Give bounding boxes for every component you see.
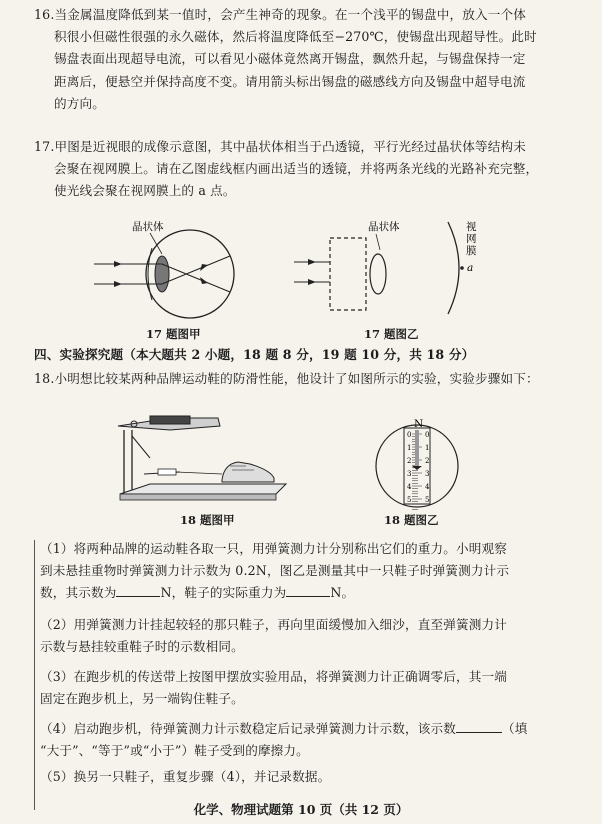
step5-line: （5）换另一只鞋子，重复步骤（4），并记录数据。 bbox=[40, 769, 331, 784]
answer-blank[interactable] bbox=[116, 582, 160, 597]
arrow-icon bbox=[200, 277, 208, 284]
dashed-lens-box bbox=[330, 238, 366, 310]
scale-tick-label: 3 bbox=[425, 470, 430, 478]
scale-tick-label: 3 bbox=[407, 470, 412, 478]
scale-tick-label: 2 bbox=[407, 457, 412, 465]
eye-diagram-yi bbox=[290, 216, 500, 316]
step-1 bbox=[40, 538, 574, 605]
eye-diagram-jia bbox=[90, 218, 250, 322]
arrow-icon bbox=[114, 261, 122, 267]
answer-blank[interactable] bbox=[286, 582, 330, 597]
spring-scale bbox=[158, 469, 176, 475]
q16-line: 的方向。 bbox=[54, 95, 105, 111]
step1-line: 到未悬挂重物时弹簧测力计示数为 0.2N，图乙是测量其中一只鞋子时弹簧测力计示 bbox=[40, 563, 510, 579]
page-footer: 化学、物理试题第 10 页（共 12 页） bbox=[193, 802, 409, 817]
question-16 bbox=[34, 4, 574, 115]
q16-line: 16.当金属温度降低到某一值时，会产生神奇的现象。在一个浅平的锡盘中，放入一个体 bbox=[34, 7, 526, 22]
section-title-text: 四、实验探究题（本大题共 2 小题，18 题 8 分，19 题 10 分，共 18 分） bbox=[34, 347, 475, 362]
step2-line: 示数与悬挂较重鞋子时的示数相同。 bbox=[40, 639, 244, 655]
crystalline-lens bbox=[370, 254, 386, 294]
retina-label: 视 网 膜 bbox=[466, 221, 477, 257]
display-screen bbox=[150, 416, 190, 424]
scale-tick-label: 4 bbox=[407, 483, 412, 491]
cornea bbox=[148, 248, 152, 300]
retina-curve bbox=[448, 222, 459, 314]
arrow-icon bbox=[114, 281, 122, 287]
lens-label: 晶状体 bbox=[132, 221, 164, 233]
step1-line: （1）将两种品牌的运动鞋各取一只，用弹簧测力计分别称出它们的重力。小明观察 bbox=[40, 541, 507, 556]
arrow-icon bbox=[200, 264, 208, 271]
caption-18-yi: 18 题图乙 bbox=[384, 513, 439, 527]
scale-tick-label: 2 bbox=[425, 457, 430, 465]
step4-text: （填 bbox=[501, 721, 528, 736]
section-4-title bbox=[34, 344, 574, 366]
q16-line: 积很小但磁性很强的永久磁体，然后将温度降低至−270℃，使锡盘出现超导性。此时 bbox=[54, 29, 537, 45]
step2-line: （2）用弹簧测力计挂起较轻的那只鞋子，再向里面缓慢加入细沙，直至弹簧测力计 bbox=[40, 617, 507, 632]
scale-hook-line bbox=[176, 472, 222, 474]
step-5 bbox=[40, 766, 574, 788]
question-17 bbox=[34, 136, 574, 203]
caption-18-jia: 18 题图甲 bbox=[180, 513, 235, 527]
answer-blank[interactable] bbox=[456, 718, 502, 733]
scale-tick-label: 0 bbox=[407, 431, 412, 439]
caption-17-jia: 17 题图甲 bbox=[146, 327, 201, 341]
scale-tick-label: 0 bbox=[425, 431, 430, 439]
step4-text: （4）启动跑步机，待弹簧测力计示数稳定后记录弹簧测力计示数，该示数 bbox=[40, 721, 456, 736]
scale-tick-label: 4 bbox=[425, 483, 430, 491]
step1-text: N。 bbox=[330, 585, 355, 601]
step1-text: 数，其示数为 bbox=[40, 585, 117, 601]
refracted-ray-upper bbox=[162, 264, 230, 292]
step3-line: 固定在跑步机上，另一端钩住鞋子。 bbox=[40, 691, 244, 707]
q16-line: 锡盘表面出现超导电流，可以看见小磁体竟然离开锡盘，飘然升起，与锡盘保持一定 bbox=[54, 51, 526, 67]
q17-line: 会聚在视网膜上。请在乙图虚线框内画出适当的透镜，并将两条光线的光路补充完整， bbox=[54, 161, 539, 177]
q17-line: 使光线会聚在视网膜上的 a 点。 bbox=[54, 183, 236, 199]
spring-indicator bbox=[415, 430, 419, 466]
q16-line: 距离后，便悬空并保持高度不变。请用箭头标出锡盘的磁感线方向及锡盘中超导电流 bbox=[54, 73, 526, 89]
step1-line bbox=[40, 582, 574, 604]
step4-line: “大于”、“等于”或“小于”）鞋子受到的摩擦力。 bbox=[40, 743, 309, 759]
step1-text: N，鞋子的实际重力为 bbox=[160, 585, 287, 601]
crystalline-lens bbox=[155, 256, 169, 292]
step-2 bbox=[40, 614, 574, 658]
treadmill-base bbox=[120, 494, 276, 500]
lens-pointer-line bbox=[376, 234, 380, 250]
caption-17-yi: 17 题图乙 bbox=[364, 327, 419, 341]
treadmill-belt bbox=[120, 484, 286, 494]
refracted-ray-lower bbox=[162, 256, 230, 284]
treadmill-diagram bbox=[110, 398, 300, 506]
handle-bar bbox=[132, 436, 150, 458]
step-3 bbox=[40, 666, 574, 710]
scale-unit-label: N bbox=[414, 418, 424, 430]
lens-pointer-line bbox=[150, 233, 162, 254]
step-4 bbox=[40, 718, 574, 762]
focus-point-a bbox=[460, 266, 464, 270]
spring-scale-diagram bbox=[374, 414, 460, 514]
scale-tick-label: 5 bbox=[407, 496, 412, 504]
lens-label: 晶状体 bbox=[368, 221, 400, 233]
scale-tick-label: 1 bbox=[425, 444, 430, 452]
arrow-icon bbox=[308, 279, 316, 285]
step4-line bbox=[40, 718, 574, 740]
q17-line: 17.甲图是近视眼的成像示意图，其中晶状体相当于凸透镜，平行光经过晶状体等结构未 bbox=[34, 139, 526, 154]
scale-tick-label: 5 bbox=[425, 496, 430, 504]
shoe bbox=[222, 462, 274, 482]
q18-intro-text: 18.小明想比较某两种品牌运动鞋的防滑性能，他设计了如图所示的实验，实验步骤如下： bbox=[34, 371, 539, 386]
step3-line: （3）在跑步机的传送带上按图甲摆放实验用品，将弹簧测力计正确调零后，其一端 bbox=[40, 669, 507, 684]
arrow-icon bbox=[308, 259, 316, 265]
scale-tick-label: 1 bbox=[407, 444, 412, 452]
question-18-intro bbox=[34, 368, 574, 390]
point-a-label: a bbox=[467, 262, 474, 274]
